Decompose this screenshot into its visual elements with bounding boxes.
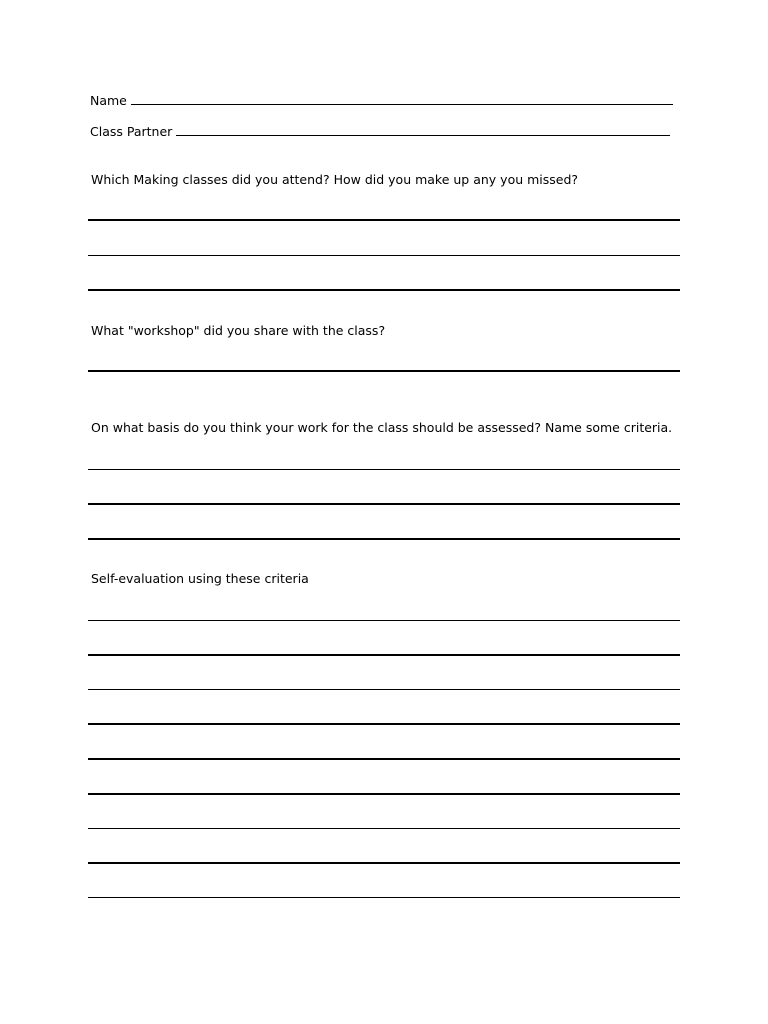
answer-line[interactable] (88, 723, 680, 725)
answer-line[interactable] (88, 862, 680, 864)
answer-line[interactable] (88, 793, 680, 795)
name-blank[interactable] (131, 92, 673, 105)
answer-line[interactable] (88, 503, 680, 505)
answer-line[interactable] (88, 620, 680, 621)
answer-line[interactable] (88, 897, 680, 898)
answer-line[interactable] (88, 469, 680, 470)
class-partner-blank[interactable] (176, 123, 670, 136)
class-partner-field (90, 123, 670, 139)
question-self-evaluation: Self-evaluation using these criteria (91, 571, 309, 586)
answer-line[interactable] (88, 828, 680, 829)
answer-line[interactable] (88, 758, 680, 760)
answer-line[interactable] (88, 689, 680, 690)
class-partner-label: Class Partner (90, 124, 173, 139)
answer-line[interactable] (88, 538, 680, 540)
name-field (90, 92, 673, 108)
question-assessment-criteria: On what basis do you think your work for the class should be assessed? Name some criteria. (91, 420, 673, 435)
question-attendance: Which Making classes did you attend? How did you make up any you missed? (91, 172, 579, 187)
answer-line[interactable] (88, 219, 680, 221)
answer-line[interactable] (88, 654, 680, 656)
question-workshop: What "workshop" did you share with the class? (91, 323, 386, 338)
answer-line[interactable] (88, 255, 680, 256)
name-label: Name (90, 93, 127, 108)
answer-line[interactable] (88, 370, 680, 372)
answer-line[interactable] (88, 289, 680, 291)
